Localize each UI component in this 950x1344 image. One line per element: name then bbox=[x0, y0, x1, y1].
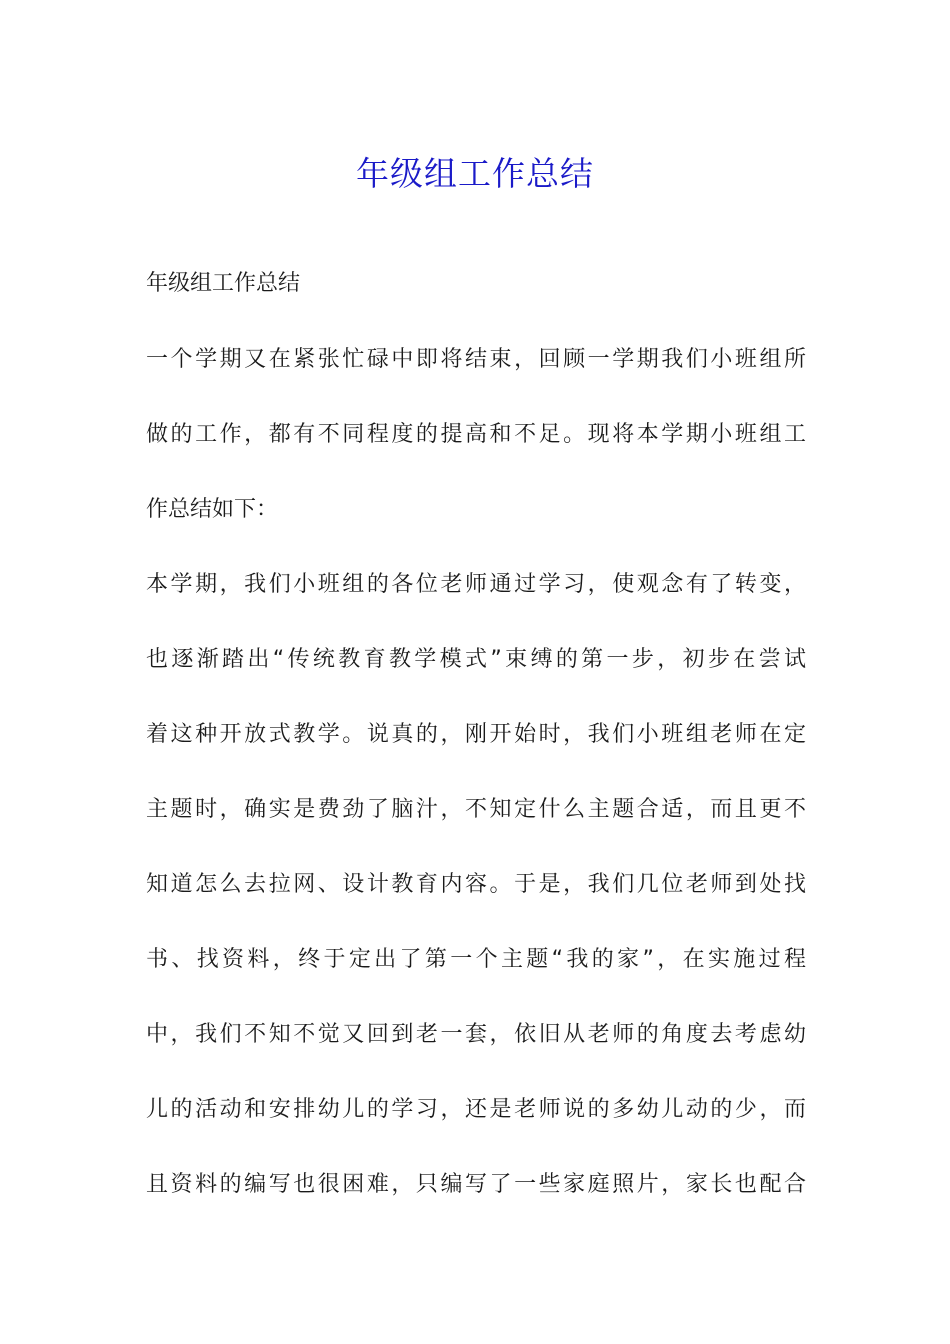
paragraph-line: 本学期，我们小班组的各位老师通过学习，使观念有了转变， bbox=[146, 572, 806, 597]
paragraph-line: 儿的活动和安排幼儿的学习，还是老师说的多幼儿动的少，而 bbox=[146, 1097, 806, 1122]
paragraph-line: 中，我们不知不觉又回到老一套，依旧从老师的角度去考虑幼 bbox=[146, 1022, 806, 1047]
paragraph-line: 一个学期又在紧张忙碌中即将结束，回顾一学期我们小班组所 bbox=[146, 347, 806, 372]
paragraph-line: 做的工作，都有不同程度的提高和不足。现将本学期小班组工 bbox=[146, 422, 806, 447]
paragraph-line: 书、找资料，终于定出了第一个主题“我的家”，在实施过程 bbox=[146, 947, 806, 972]
paragraph-line: 着这种开放式教学。说真的，刚开始时，我们小班组老师在定 bbox=[146, 722, 806, 747]
page-title: 年级组工作总结 bbox=[356, 154, 594, 194]
paragraph-line: 作总结如下： bbox=[146, 497, 279, 522]
paragraph-line: 也逐渐踏出“传统教育教学模式”束缚的第一步，初步在尝试 bbox=[146, 647, 806, 672]
subtitle: 年级组工作总结 bbox=[146, 271, 301, 296]
paragraph-line: 且资料的编写也很困难，只编写了一些家庭照片，家长也配合 bbox=[146, 1172, 806, 1197]
paragraph-line: 知道怎么去拉网、设计教育内容。于是，我们几位老师到处找 bbox=[146, 872, 806, 897]
paragraph-line: 主题时，确实是费劲了脑汁，不知定什么主题合适，而且更不 bbox=[146, 797, 806, 822]
